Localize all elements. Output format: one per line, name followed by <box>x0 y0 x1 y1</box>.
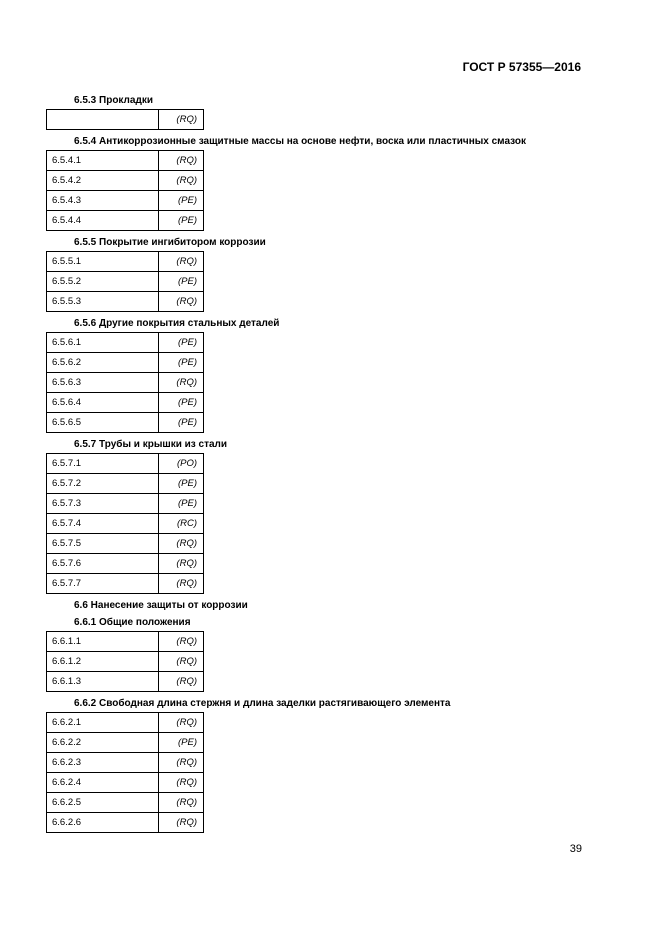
requirement-code: (RC) <box>159 514 204 534</box>
clause-number: 6.6.2.3 <box>47 753 159 773</box>
table-row <box>47 652 204 672</box>
table-row <box>47 393 204 413</box>
table-row <box>47 733 204 753</box>
clause-number: 6.5.4.4 <box>47 211 159 231</box>
section-heading: 6.6.2 Свободная длина стержня и длина заделки растягивающего элемента <box>74 698 451 709</box>
page-number: 39 <box>569 843 582 855</box>
section-heading: 6.5.6 Другие покрытия стальных деталей <box>74 318 280 329</box>
clause-number: 6.5.7.5 <box>47 534 159 554</box>
section-heading: 6.6 Нанесение защиты от коррозии <box>74 600 248 611</box>
requirement-code: (RQ) <box>159 554 204 574</box>
clause-number: 6.5.7.2 <box>47 474 159 494</box>
clause-number: 6.5.6.3 <box>47 373 159 393</box>
section-heading: 6.6.1 Общие положения <box>74 617 191 628</box>
requirement-code: (PE) <box>159 393 204 413</box>
table-row <box>47 191 204 211</box>
clause-number: 6.5.6.4 <box>47 393 159 413</box>
requirements-table <box>46 150 204 231</box>
requirement-code: (PE) <box>159 413 204 433</box>
table-row <box>47 632 204 652</box>
requirements-table <box>46 251 204 312</box>
requirement-code: (RQ) <box>159 813 204 833</box>
requirements-table <box>46 109 204 130</box>
requirement-code: (PE) <box>159 211 204 231</box>
requirement-code: (RQ) <box>159 574 204 594</box>
clause-number: 6.5.4.1 <box>47 151 159 171</box>
section-heading: 6.5.4 Антикоррозионные защитные массы на основе нефти, воска или пластичных смазок <box>74 136 526 147</box>
requirement-code: (RQ) <box>159 713 204 733</box>
clause-number: 6.6.2.1 <box>47 713 159 733</box>
clause-number: 6.6.2.4 <box>47 773 159 793</box>
section-6-5-3 <box>46 93 586 130</box>
clause-number: 6.5.5.2 <box>47 272 159 292</box>
section-6-5-4 <box>46 134 586 231</box>
requirement-code: (RQ) <box>159 793 204 813</box>
requirements-table <box>46 712 204 833</box>
requirement-code: (PE) <box>159 333 204 353</box>
requirement-code: (RQ) <box>159 373 204 393</box>
table-row <box>47 333 204 353</box>
requirement-code: (PE) <box>159 272 204 292</box>
table-row <box>47 252 204 272</box>
section-6-5-5 <box>46 235 586 312</box>
document-code: ГОСТ Р 57355—2016 <box>462 60 581 74</box>
table-row <box>47 514 204 534</box>
table-row <box>47 110 204 130</box>
requirement-code: (PO) <box>159 454 204 474</box>
table-row <box>47 793 204 813</box>
clause-number: 6.5.5.1 <box>47 252 159 272</box>
requirement-code: (RQ) <box>159 292 204 312</box>
clause-number: 6.6.2.6 <box>47 813 159 833</box>
table-row <box>47 151 204 171</box>
requirement-code: (PE) <box>159 474 204 494</box>
table-row <box>47 353 204 373</box>
section-6-5-7 <box>46 437 586 594</box>
clause-number: 6.5.5.3 <box>47 292 159 312</box>
table-row <box>47 494 204 514</box>
clause-number <box>47 110 159 130</box>
requirements-table <box>46 631 204 692</box>
table-row <box>47 713 204 733</box>
requirements-table <box>46 332 204 433</box>
table-row <box>47 413 204 433</box>
clause-number: 6.6.1.2 <box>47 652 159 672</box>
section-6-6-1 <box>46 615 586 692</box>
section-heading: 6.5.3 Прокладки <box>74 95 153 106</box>
requirement-code: (RQ) <box>159 151 204 171</box>
requirement-code: (PE) <box>159 191 204 211</box>
table-row <box>47 534 204 554</box>
requirement-code: (PE) <box>159 353 204 373</box>
section-heading: 6.5.5 Покрытие ингибитором коррозии <box>74 237 266 248</box>
requirement-code: (PE) <box>159 733 204 753</box>
requirement-code: (RQ) <box>159 773 204 793</box>
clause-number: 6.5.6.2 <box>47 353 159 373</box>
clause-number: 6.5.4.3 <box>47 191 159 211</box>
requirement-code: (RQ) <box>159 753 204 773</box>
clause-number: 6.5.4.2 <box>47 171 159 191</box>
table-row <box>47 272 204 292</box>
section-6-5-6 <box>46 316 586 433</box>
requirement-code: (RQ) <box>159 252 204 272</box>
section-heading: 6.5.7 Трубы и крышки из стали <box>74 439 228 450</box>
clause-number: 6.5.7.6 <box>47 554 159 574</box>
clause-number: 6.5.7.4 <box>47 514 159 534</box>
clause-number: 6.5.7.1 <box>47 454 159 474</box>
requirement-code: (RQ) <box>159 171 204 191</box>
section-6-6 <box>46 598 586 614</box>
table-row <box>47 753 204 773</box>
table-row <box>47 554 204 574</box>
clause-number: 6.5.6.1 <box>47 333 159 353</box>
clause-number: 6.6.2.2 <box>47 733 159 753</box>
table-row <box>47 672 204 692</box>
table-row <box>47 773 204 793</box>
table-row <box>47 292 204 312</box>
clause-number: 6.5.7.3 <box>47 494 159 514</box>
clause-number: 6.5.6.5 <box>47 413 159 433</box>
requirement-code: (RQ) <box>159 652 204 672</box>
requirements-table <box>46 453 204 594</box>
table-row <box>47 474 204 494</box>
clause-number: 6.6.1.3 <box>47 672 159 692</box>
table-row <box>47 211 204 231</box>
document-body <box>46 92 586 837</box>
requirement-code: (RQ) <box>159 534 204 554</box>
requirement-code: (RQ) <box>159 110 204 130</box>
table-row <box>47 454 204 474</box>
table-row <box>47 171 204 191</box>
section-6-6-2 <box>46 696 586 833</box>
requirement-code: (RQ) <box>159 672 204 692</box>
requirement-code: (PE) <box>159 494 204 514</box>
table-row <box>47 813 204 833</box>
table-row <box>47 574 204 594</box>
clause-number: 6.5.7.7 <box>47 574 159 594</box>
table-row <box>47 373 204 393</box>
requirement-code: (RQ) <box>159 632 204 652</box>
clause-number: 6.6.1.1 <box>47 632 159 652</box>
clause-number: 6.6.2.5 <box>47 793 159 813</box>
